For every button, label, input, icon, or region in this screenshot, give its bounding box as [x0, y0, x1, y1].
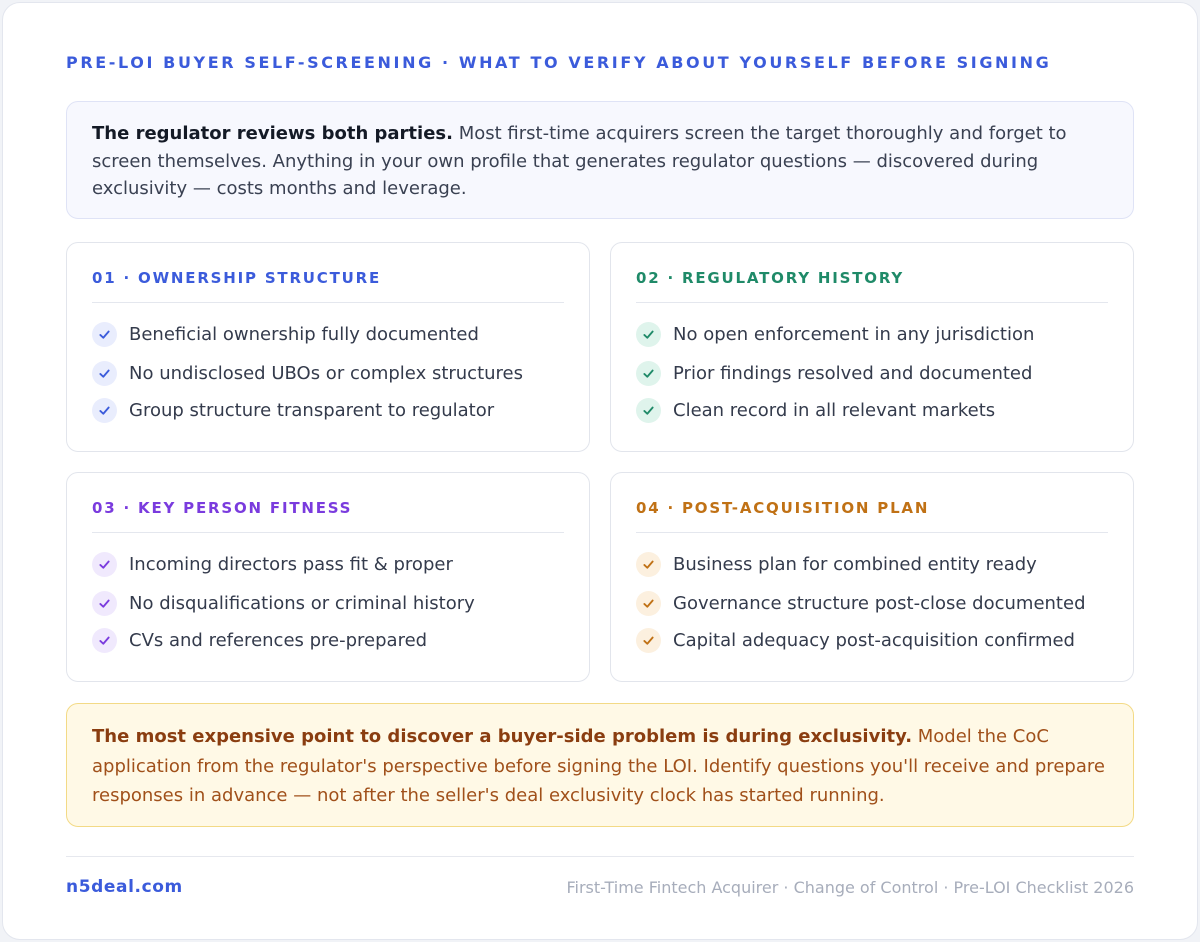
intro-box [66, 101, 1134, 219]
checklist-item-label: Prior findings resolved and documented [673, 362, 1033, 384]
section-regulatory-history [610, 242, 1134, 452]
check-icon [636, 552, 661, 577]
checklist-item-label: No disqualifications or criminal history [129, 592, 475, 614]
checklist-item [92, 320, 479, 348]
check-icon [636, 591, 661, 616]
checklist-item [92, 396, 494, 424]
section-divider [636, 302, 1108, 303]
checklist-item [92, 589, 475, 617]
page-kicker: PRE-LOI BUYER SELF-SCREENING · WHAT TO VERIFY ABOUT YOURSELF BEFORE SIGNING [66, 53, 1052, 72]
checklist-item [92, 626, 427, 654]
checklist-item [636, 359, 1032, 387]
checklist-item [636, 589, 1086, 617]
check-icon [92, 398, 117, 423]
warning-callout [66, 703, 1134, 827]
section-divider [636, 532, 1108, 533]
checklist-item-label: Beneficial ownership fully documented [129, 323, 479, 345]
checklist-item [636, 550, 1037, 578]
check-icon [636, 361, 661, 386]
check-icon [92, 552, 117, 577]
check-icon [92, 322, 117, 347]
intro-lead: The regulator reviews both parties. [92, 123, 453, 144]
footer-meta: First-Time Fintech Acquirer · Change of Control · Pre-LOI Checklist 2026 [566, 878, 1134, 897]
callout-lead: The most expensive point to discover a buyer-side problem is during exclusivity. [92, 726, 913, 747]
section-title: 01 · OWNERSHIP STRUCTURE [92, 269, 382, 287]
check-icon [636, 322, 661, 347]
intro-body: Most first-time acquirers screen the target thoroughly and forget to screen themselves. Anything in your own profile that generates regulator questions — discovered during exclusivity — costs months and leverage. [92, 123, 1067, 199]
section-divider [92, 302, 564, 303]
checklist-item-label: Incoming directors pass fit & proper [129, 553, 453, 575]
section-title: 03 · KEY PERSON FITNESS [92, 499, 353, 517]
footer-divider [66, 856, 1134, 857]
checklist-item [636, 626, 1075, 654]
check-icon [92, 628, 117, 653]
checklist-item-label: Group structure transparent to regulator [129, 399, 495, 421]
checklist-item-label: CVs and references pre-prepared [129, 629, 428, 651]
checklist-item-label: Capital adequacy post-acquisition confirmed [673, 629, 1075, 651]
checklist-item-label: No undisclosed UBOs or complex structures [129, 362, 524, 384]
check-icon [92, 361, 117, 386]
check-icon [636, 628, 661, 653]
checklist-item [92, 550, 453, 578]
brand-link[interactable]: n5deal.com [66, 877, 183, 897]
check-icon [636, 398, 661, 423]
callout-body: Model the CoC application from the regulator's perspective before signing the LOI. Identify questions you'll receive and prepare responses in advance — not after the seller's deal exclusivity clock has started running. [92, 726, 1105, 806]
checklist-item-label: No open enforcement in any jurisdiction [673, 323, 1035, 345]
checklist-item-label: Governance structure post-close documented [673, 592, 1086, 614]
section-title: 04 · POST-ACQUISITION PLAN [636, 499, 930, 517]
section-post-acquisition-plan [610, 472, 1134, 682]
checklist-item-label: Business plan for combined entity ready [673, 553, 1037, 575]
section-key-person-fitness [66, 472, 590, 682]
checklist-item [636, 396, 995, 424]
section-divider [92, 532, 564, 533]
checklist-item-label: Clean record in all relevant markets [673, 399, 996, 421]
section-ownership-structure [66, 242, 590, 452]
checklist-item [92, 359, 523, 387]
checklist-item [636, 320, 1034, 348]
section-title: 02 · REGULATORY HISTORY [636, 269, 905, 287]
check-icon [92, 591, 117, 616]
